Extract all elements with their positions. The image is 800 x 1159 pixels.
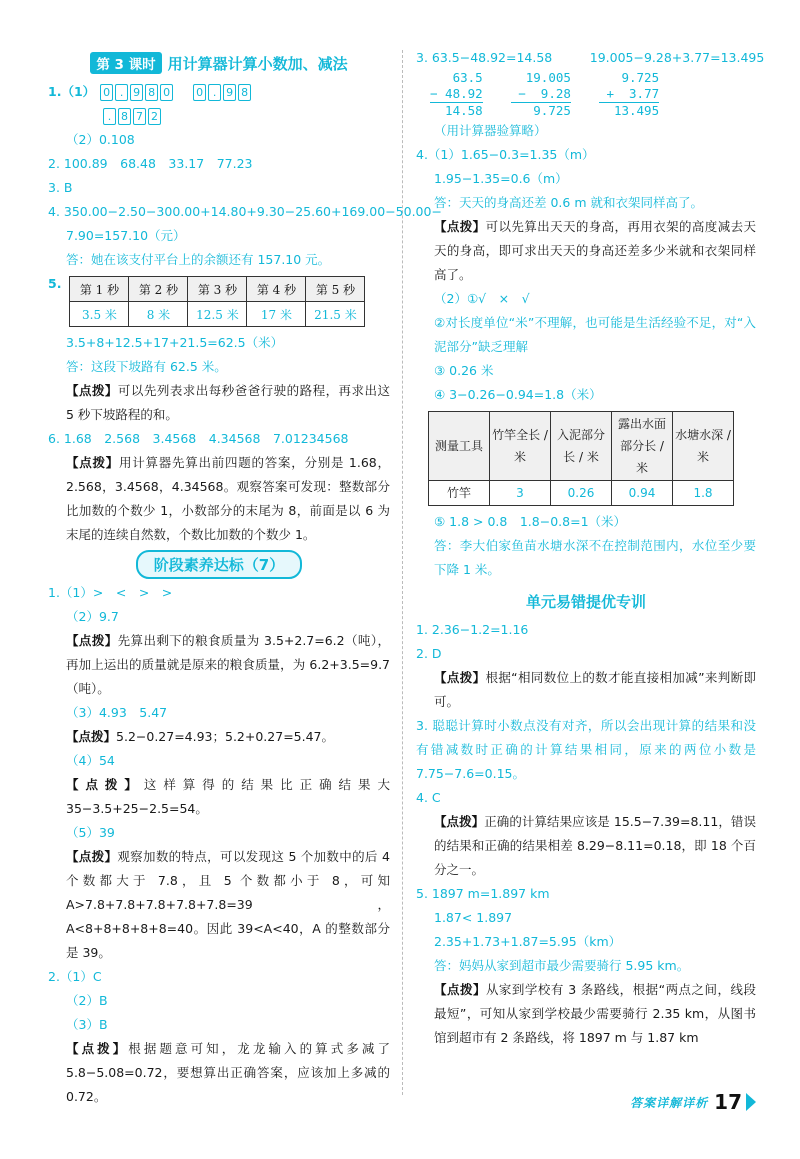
stage-q2-3: （3）B xyxy=(66,1017,108,1032)
answer-r-q4-2e-conclusion: 答：李大伯家鱼苗水塘水深不在控制范围内，水位至少要下降 1 米。 xyxy=(434,538,756,577)
answer-q3: 3. B xyxy=(48,180,73,195)
tip-q5 xyxy=(48,379,390,427)
stage-tip-3 xyxy=(48,773,390,821)
lesson-title: 用计算器计算小数加、减法 xyxy=(167,54,348,73)
table-cell: 0.94 xyxy=(612,481,673,506)
vertical-calc-3 xyxy=(599,70,659,119)
key-box: 0 xyxy=(100,84,113,101)
table-header: 水塘水深 / 米 xyxy=(673,412,734,481)
answer-r-q4-2c: ③ 0.26 米 xyxy=(434,363,494,378)
calc-line: − 9.28 xyxy=(511,86,571,103)
table-header: 第 2 秒 xyxy=(129,277,188,302)
table-cell: 0.26 xyxy=(551,481,612,506)
err-q5-conclusion: 答：妈妈从家到超市最少需要骑行 5.95 km。 xyxy=(434,958,690,973)
calc-line: 63.5 xyxy=(437,70,483,85)
table-header: 第 5 秒 xyxy=(306,277,365,302)
tip-tag: 【点拨】 xyxy=(434,814,485,829)
stage-q1-2: （2）9.7 xyxy=(66,609,119,624)
table-cell: 3.5 米 xyxy=(70,302,129,327)
verify-note: （用计算器验算略） xyxy=(434,123,547,138)
tip-text: 从家到学校有 3 条路线，根据“两点之间，线段最短”，可知从家到学校最少需要骑行 2.35 km，从图书馆到超市有 2 条路线，将 1897 m 与 1.87 km xyxy=(434,982,756,1045)
stage-q1-3: （3）4.93 5.47 xyxy=(66,705,168,720)
answer-q2: 2. 100.89 68.48 33.17 77.23 xyxy=(48,156,253,171)
answer-r-q4-2e: ⑤ 1.8 > 0.8 1.8−0.8=1（米） xyxy=(434,514,627,529)
table-header: 第 4 秒 xyxy=(247,277,306,302)
err-q1: 1. 2.36−1.2=1.16 xyxy=(416,622,529,637)
measurement-table xyxy=(428,411,734,506)
stage-tip-4 xyxy=(48,845,390,965)
section-title-stage xyxy=(48,551,390,577)
tip-text: 用计算器先算出前四题的答案，分别是 1.68，2.568，3.4568，4.34568。观察答案可发现：整数部分比加数的个数少 1，小数部分的末尾为 8，前面是以 6 为末尾的连续自然数，个数比加数的个数少 1。 xyxy=(66,455,390,542)
answer-r-q4-conclusion: 答：天天的身高还差 0.6 m 就和衣架同样高了。 xyxy=(434,195,703,210)
tip-text: 先算出剩下的粮食质量为 3.5+2.7=6.2（吨），再加上运出的质量就是原来的粮食质量，为 6.2+3.5=9.7（吨）。 xyxy=(66,633,390,696)
q5-label: 5. xyxy=(48,276,62,291)
err-tip-1 xyxy=(416,666,756,714)
answer-q5 xyxy=(48,272,390,331)
answer-r-q3: 3. 63.5−48.92=14.58 19.005−9.28+3.77=13.495 xyxy=(416,50,765,65)
calc-line: 9.725 xyxy=(598,70,660,85)
q1-label: 1.（1） xyxy=(48,84,96,99)
calc-line: − 48.92 xyxy=(430,86,483,101)
stage-q1-4: （4）54 xyxy=(66,753,115,768)
stage-tip-5 xyxy=(48,1037,390,1109)
calc-line: 13.495 xyxy=(598,103,660,118)
page-number: 17 xyxy=(714,1090,742,1114)
tip-tag: 【点拨】 xyxy=(66,633,118,648)
calc-line: + 3.77 xyxy=(599,86,659,103)
key-box: 8 xyxy=(118,108,131,125)
key-box: . xyxy=(103,108,116,125)
table-cell: 8 米 xyxy=(129,302,188,327)
tip-text: 根据题意可知，龙龙输入的算式多减了 5.8−5.08=0.72，要想算出正确答案，应该加上多减的 0.72。 xyxy=(66,1041,390,1104)
answer-r-q4-1a: 4.（1）1.65−0.3=1.35（m） xyxy=(416,147,595,162)
tip-r-q4 xyxy=(416,215,756,287)
tip-text: 正确的计算结果应该是 15.5−7.39=8.11，错误的结果和正确的结果相差 8.29−8.11=0.18，即 18 个百分之一。 xyxy=(434,814,756,877)
footer-text: 答案详解详析 xyxy=(630,1095,709,1110)
answer-q1-2: （2）0.108 xyxy=(66,132,135,147)
vertical-calc-1 xyxy=(430,70,483,119)
answer-q5-calc: 3.5+8+12.5+17+21.5=62.5（米） xyxy=(66,335,284,350)
table-cell: 3 xyxy=(490,481,551,506)
section-title-errors xyxy=(416,588,756,614)
stage-title: 阶段素养达标（7） xyxy=(136,550,302,579)
answer-q6: 6. 1.68 2.568 3.4568 4.34568 7.01234568 xyxy=(48,431,349,446)
table-header: 入泥部分长 / 米 xyxy=(551,412,612,481)
table-cell: 17 米 xyxy=(247,302,306,327)
errors-title: 单元易错提优专训 xyxy=(525,592,646,611)
key-box: 2 xyxy=(148,108,161,125)
answer-r-q4-1b: 1.95−1.35=0.6（m） xyxy=(434,171,568,186)
stage-q2-1: 2.（1）C xyxy=(48,969,102,984)
tip-tag: 【点拨】 xyxy=(66,1041,129,1056)
err-tip-2 xyxy=(416,810,756,882)
answer-q4-line1: 4. 350.00−2.50−300.00+14.80+9.30−25.60+169.00−50.00− xyxy=(48,204,442,219)
stage-tip-2 xyxy=(48,725,390,749)
key-box: 7 xyxy=(133,108,146,125)
key-sequence-c xyxy=(48,104,390,128)
arrow-icon xyxy=(746,1093,756,1111)
calc-line: 19.005 xyxy=(510,70,571,85)
tip-q6 xyxy=(48,451,390,547)
err-q5a: 5. 1897 m=1.897 km xyxy=(416,886,550,901)
answer-r-q4-2d: ④ 3−0.26−0.94=1.8（米） xyxy=(434,387,602,402)
tip-text: 根据“相同数位上的数才能直接相加减”来判断即可。 xyxy=(434,670,756,709)
answer-q4-conclusion: 答：她在该支付平台上的余额还有 157.10 元。 xyxy=(66,252,331,267)
calc-line: 9.725 xyxy=(510,103,571,118)
answer-q5-conclusion: 答：这段下坡路有 62.5 米。 xyxy=(66,359,227,374)
key-box: 0 xyxy=(193,84,206,101)
key-sequence-a xyxy=(99,80,174,104)
err-tip-3 xyxy=(416,978,756,1050)
table-header: 第 3 秒 xyxy=(188,277,247,302)
lesson-badge: 第 3 课时 xyxy=(90,52,161,74)
answer-q1-1 xyxy=(48,80,390,104)
stage-tip-1 xyxy=(48,629,390,701)
err-q3: 3. 聪聪计算时小数点没有对齐，所以会出现计算的结果和没有错减数时正确的计算结果相同，原来的两位小数是 7.75−7.6=0.15。 xyxy=(416,718,756,781)
vertical-calculations xyxy=(430,70,756,119)
stage-q2-2: （2）B xyxy=(66,993,108,1008)
tip-tag: 【点拨】 xyxy=(434,219,486,234)
speed-table xyxy=(69,276,365,327)
key-box: . xyxy=(208,84,221,101)
table-header: 测量工具 xyxy=(429,412,490,481)
answer-q4-line2: 7.90=157.10（元） xyxy=(66,228,186,243)
calc-line: 14.58 xyxy=(430,103,483,118)
err-q4: 4. C xyxy=(416,790,441,805)
table-cell: 21.5 米 xyxy=(306,302,365,327)
key-box: 0 xyxy=(160,84,173,101)
tip-text: 可以先列表求出每秒爸爸行驶的路程，再求出这 5 秒下坡路程的和。 xyxy=(66,383,390,422)
table-header: 露出水面部分长 / 米 xyxy=(612,412,673,481)
table-header: 竹竿全长 / 米 xyxy=(490,412,551,481)
key-box: 9 xyxy=(130,84,143,101)
section-title-lesson3 xyxy=(48,50,390,76)
tip-tag: 【点拨】 xyxy=(434,670,486,685)
key-box: 9 xyxy=(223,84,236,101)
vertical-calc-2 xyxy=(511,70,571,119)
answer-r-q4-2b: ②对长度单位“米”不理解，也可能是生活经验不足，对“入泥部分”缺乏理解 xyxy=(434,315,756,354)
tip-tag: 【点拨】 xyxy=(66,729,117,744)
err-q5b: 1.87< 1.897 xyxy=(434,910,513,925)
key-box: 8 xyxy=(145,84,158,101)
tip-tag: 【点拨】 xyxy=(66,777,144,792)
answer-r-q4-2: （2）①√ × √ xyxy=(434,291,530,306)
right-column xyxy=(416,46,765,1050)
tip-tag: 【点拨】 xyxy=(66,849,118,864)
tip-text: 这样算得的结果比正确结果大 35−3.5+25−2.5=54。 xyxy=(66,777,390,816)
err-q2: 2. D xyxy=(416,646,442,661)
key-box: . xyxy=(115,84,128,101)
tip-text: 5.2−0.27=4.93；5.2+0.27=5.47。 xyxy=(116,729,334,744)
tip-tag: 【点拨】 xyxy=(66,383,118,398)
table-cell: 1.8 xyxy=(673,481,734,506)
tip-text: 观察加数的特点，可以发现这 5 个加数中的后 4 个数都大于 7.8，且 5 个数都小于 8，可知 A>7.8+7.8+7.8+7.8+7.8=39，A<8+8+8+8+8=40。因此 39<A<40，A 的整数部分是 39。 xyxy=(66,849,390,960)
page-footer xyxy=(630,1090,756,1114)
table-cell: 12.5 米 xyxy=(188,302,247,327)
tip-text: 可以先算出天天的身高，再用衣架的高度减去天天的身高，即可求出天天的身高还差多少米就和衣架同样高了。 xyxy=(434,219,756,282)
key-box: 8 xyxy=(238,84,251,101)
stage-q1-1: 1.（1）> < > > xyxy=(48,585,173,600)
table-header: 第 1 秒 xyxy=(70,277,129,302)
tip-tag: 【点拨】 xyxy=(434,982,486,997)
stage-q1-5: （5）39 xyxy=(66,825,115,840)
key-sequence-b xyxy=(192,80,252,104)
err-q5c: 2.35+1.73+1.87=5.95（km） xyxy=(434,934,622,949)
table-cell: 竹竿 xyxy=(429,481,490,506)
tip-tag: 【点拨】 xyxy=(66,455,119,470)
